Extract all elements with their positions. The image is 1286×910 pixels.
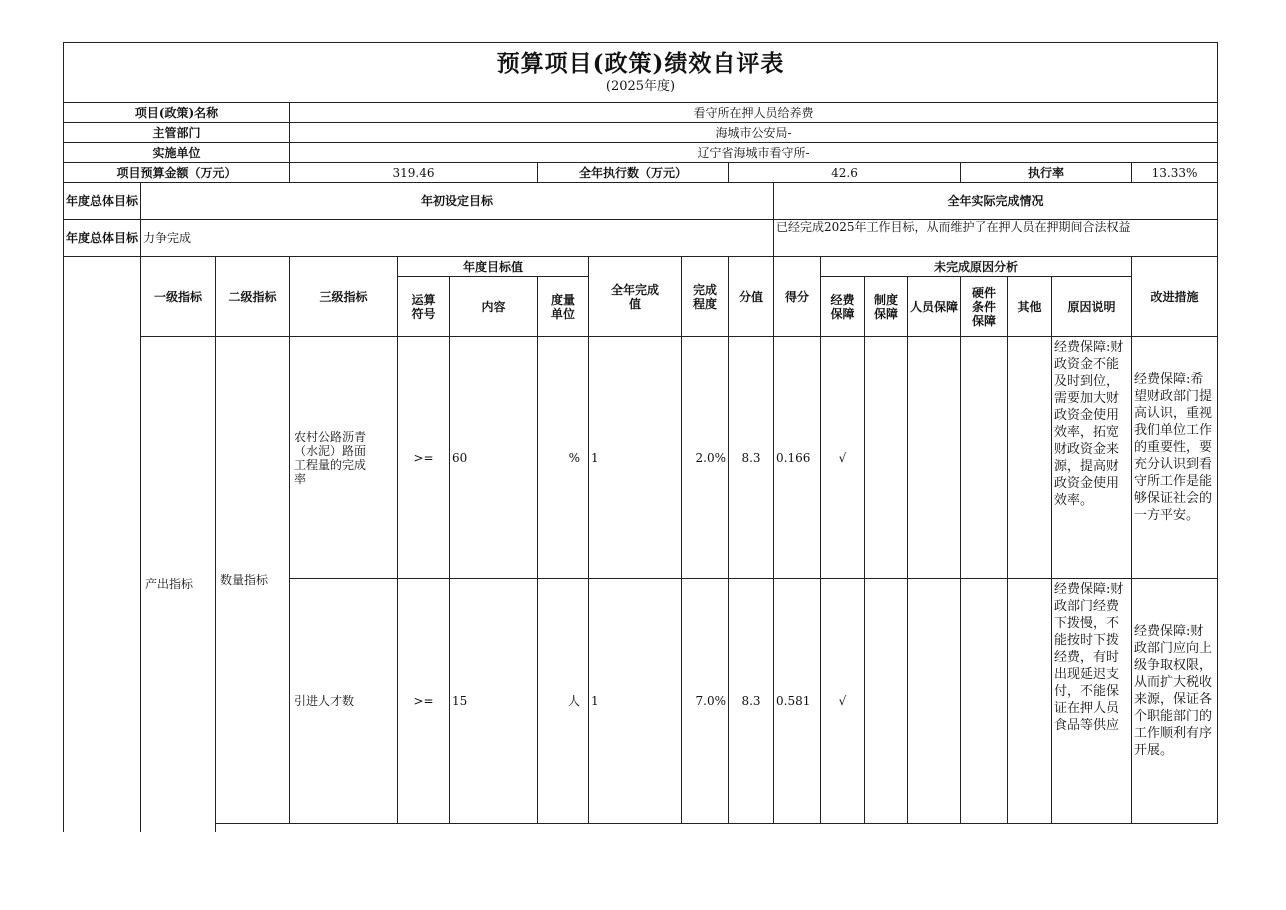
project-name-label: 项目(政策)名称 — [64, 103, 290, 123]
actual-goal-text: 已经完成2025年工作目标，从而维护了在押人员在押期间合法权益 — [774, 220, 1218, 257]
score-value-cell: 8.3 — [729, 337, 774, 579]
budget-value: 319.46 — [290, 163, 538, 183]
actual-goal-header: 全年实际完成情况 — [774, 183, 1218, 220]
page-title: 预算项目(政策)绩效自评表 — [496, 50, 785, 77]
header-level2: 二级指标 — [216, 257, 290, 337]
level3-cell: 农村公路沥青（水泥）路面工程量的完成率 — [290, 337, 398, 579]
operator-cell: >= — [398, 579, 450, 824]
header-system: 制度保障 — [865, 277, 908, 337]
unit-cell: % — [538, 337, 589, 579]
completion-cell: 7.0% — [682, 579, 729, 824]
exec-value: 42.6 — [729, 163, 961, 183]
operator-cell: >= — [398, 337, 450, 579]
header-staff: 人员保障 — [908, 277, 961, 337]
funding-check-cell: √ — [821, 579, 865, 824]
staff-check-cell — [908, 337, 961, 579]
completion-cell: 2.0% — [682, 337, 729, 579]
content-cell: 15 — [450, 579, 538, 824]
indicator-blank-column — [64, 257, 141, 832]
header-other: 其他 — [1008, 277, 1052, 337]
header-measures: 改进措施 — [1132, 257, 1218, 337]
header-score: 得分 — [774, 257, 821, 337]
evaluation-sheet — [63, 42, 1218, 832]
other-check-cell — [1008, 337, 1052, 579]
header-unit: 度量单位 — [538, 277, 589, 337]
initial-goal-header: 年初设定目标 — [141, 183, 774, 220]
goal-label: 年度总体目标 — [64, 183, 141, 220]
measures-cell: 经费保障:财政部门应向上级争取权限，从而扩大税收来源，保证各个职能部门的工作顺利有序开展。 — [1132, 579, 1218, 824]
initial-goal-text: 力争完成 — [141, 220, 774, 257]
budget-label: 项目预算金额（万元） — [64, 163, 290, 183]
table-continuation — [216, 824, 1218, 832]
exec-label: 全年执行数（万元） — [538, 163, 729, 183]
header-annual-target: 年度目标值 — [398, 257, 589, 277]
goal-label-2: 年度总体目标 — [64, 220, 141, 257]
hardware-check-cell — [961, 337, 1008, 579]
unit-cell: 人 — [538, 579, 589, 824]
measures-cell: 经费保障:希望财政部门提高认识，重视我们单位工作的重要性，要充分认识到看守所工作是能够保证社会的一方平安。 — [1132, 337, 1218, 579]
header-level1: 一级指标 — [141, 257, 216, 337]
header-reason-desc: 原因说明 — [1052, 277, 1132, 337]
score-value-cell: 8.3 — [729, 579, 774, 824]
system-check-cell — [865, 337, 908, 579]
header-content: 内容 — [450, 277, 538, 337]
other-check-cell — [1008, 579, 1052, 824]
header-score-value: 分值 — [729, 257, 774, 337]
score-cell: 0.166 — [774, 337, 821, 579]
title-block — [64, 43, 1218, 103]
table-row — [64, 337, 1218, 579]
header-operator: 运算符号 — [398, 277, 450, 337]
level2-cell: 数量指标 — [216, 337, 290, 824]
funding-check-cell: √ — [821, 337, 865, 579]
rate-value: 13.33% — [1132, 163, 1218, 183]
actual-cell: 1 — [589, 337, 682, 579]
unit-value: 辽宁省海城市看守所- — [290, 143, 1218, 163]
dept-label: 主管部门 — [64, 123, 290, 143]
staff-check-cell — [908, 579, 961, 824]
header-funding: 经费保障 — [821, 277, 865, 337]
reason-cell: 经费保障:财政资金不能及时到位，需要加大财政资金使用效率，拓宽财政资金来源，提高财政资金使用效率。 — [1052, 337, 1132, 579]
content-cell: 60 — [450, 337, 538, 579]
header-level3: 三级指标 — [290, 257, 398, 337]
unit-label: 实施单位 — [64, 143, 290, 163]
header-completion: 完成程度 — [682, 257, 729, 337]
rate-label: 执行率 — [961, 163, 1132, 183]
evaluation-table — [63, 42, 1218, 832]
system-check-cell — [865, 579, 908, 824]
dept-value: 海城市公安局- — [290, 123, 1218, 143]
actual-cell: 1 — [589, 579, 682, 824]
level1-cell: 产出指标 — [141, 337, 216, 832]
header-actual-value: 全年完成值 — [589, 257, 682, 337]
header-reasons: 未完成原因分析 — [821, 257, 1132, 277]
score-cell: 0.581 — [774, 579, 821, 824]
hardware-check-cell — [961, 579, 1008, 824]
reason-cell: 经费保障:财政部门经费下拨慢，不能按时下拨经费，有时出现延迟支付，不能保证在押人员食品等供应 — [1052, 579, 1132, 824]
level3-cell: 引进人才数 — [290, 579, 398, 824]
page-subtitle: (2025年度) — [605, 79, 676, 94]
project-name-value: 看守所在押人员给养费 — [290, 103, 1218, 123]
header-hardware: 硬件条件保障 — [961, 277, 1008, 337]
